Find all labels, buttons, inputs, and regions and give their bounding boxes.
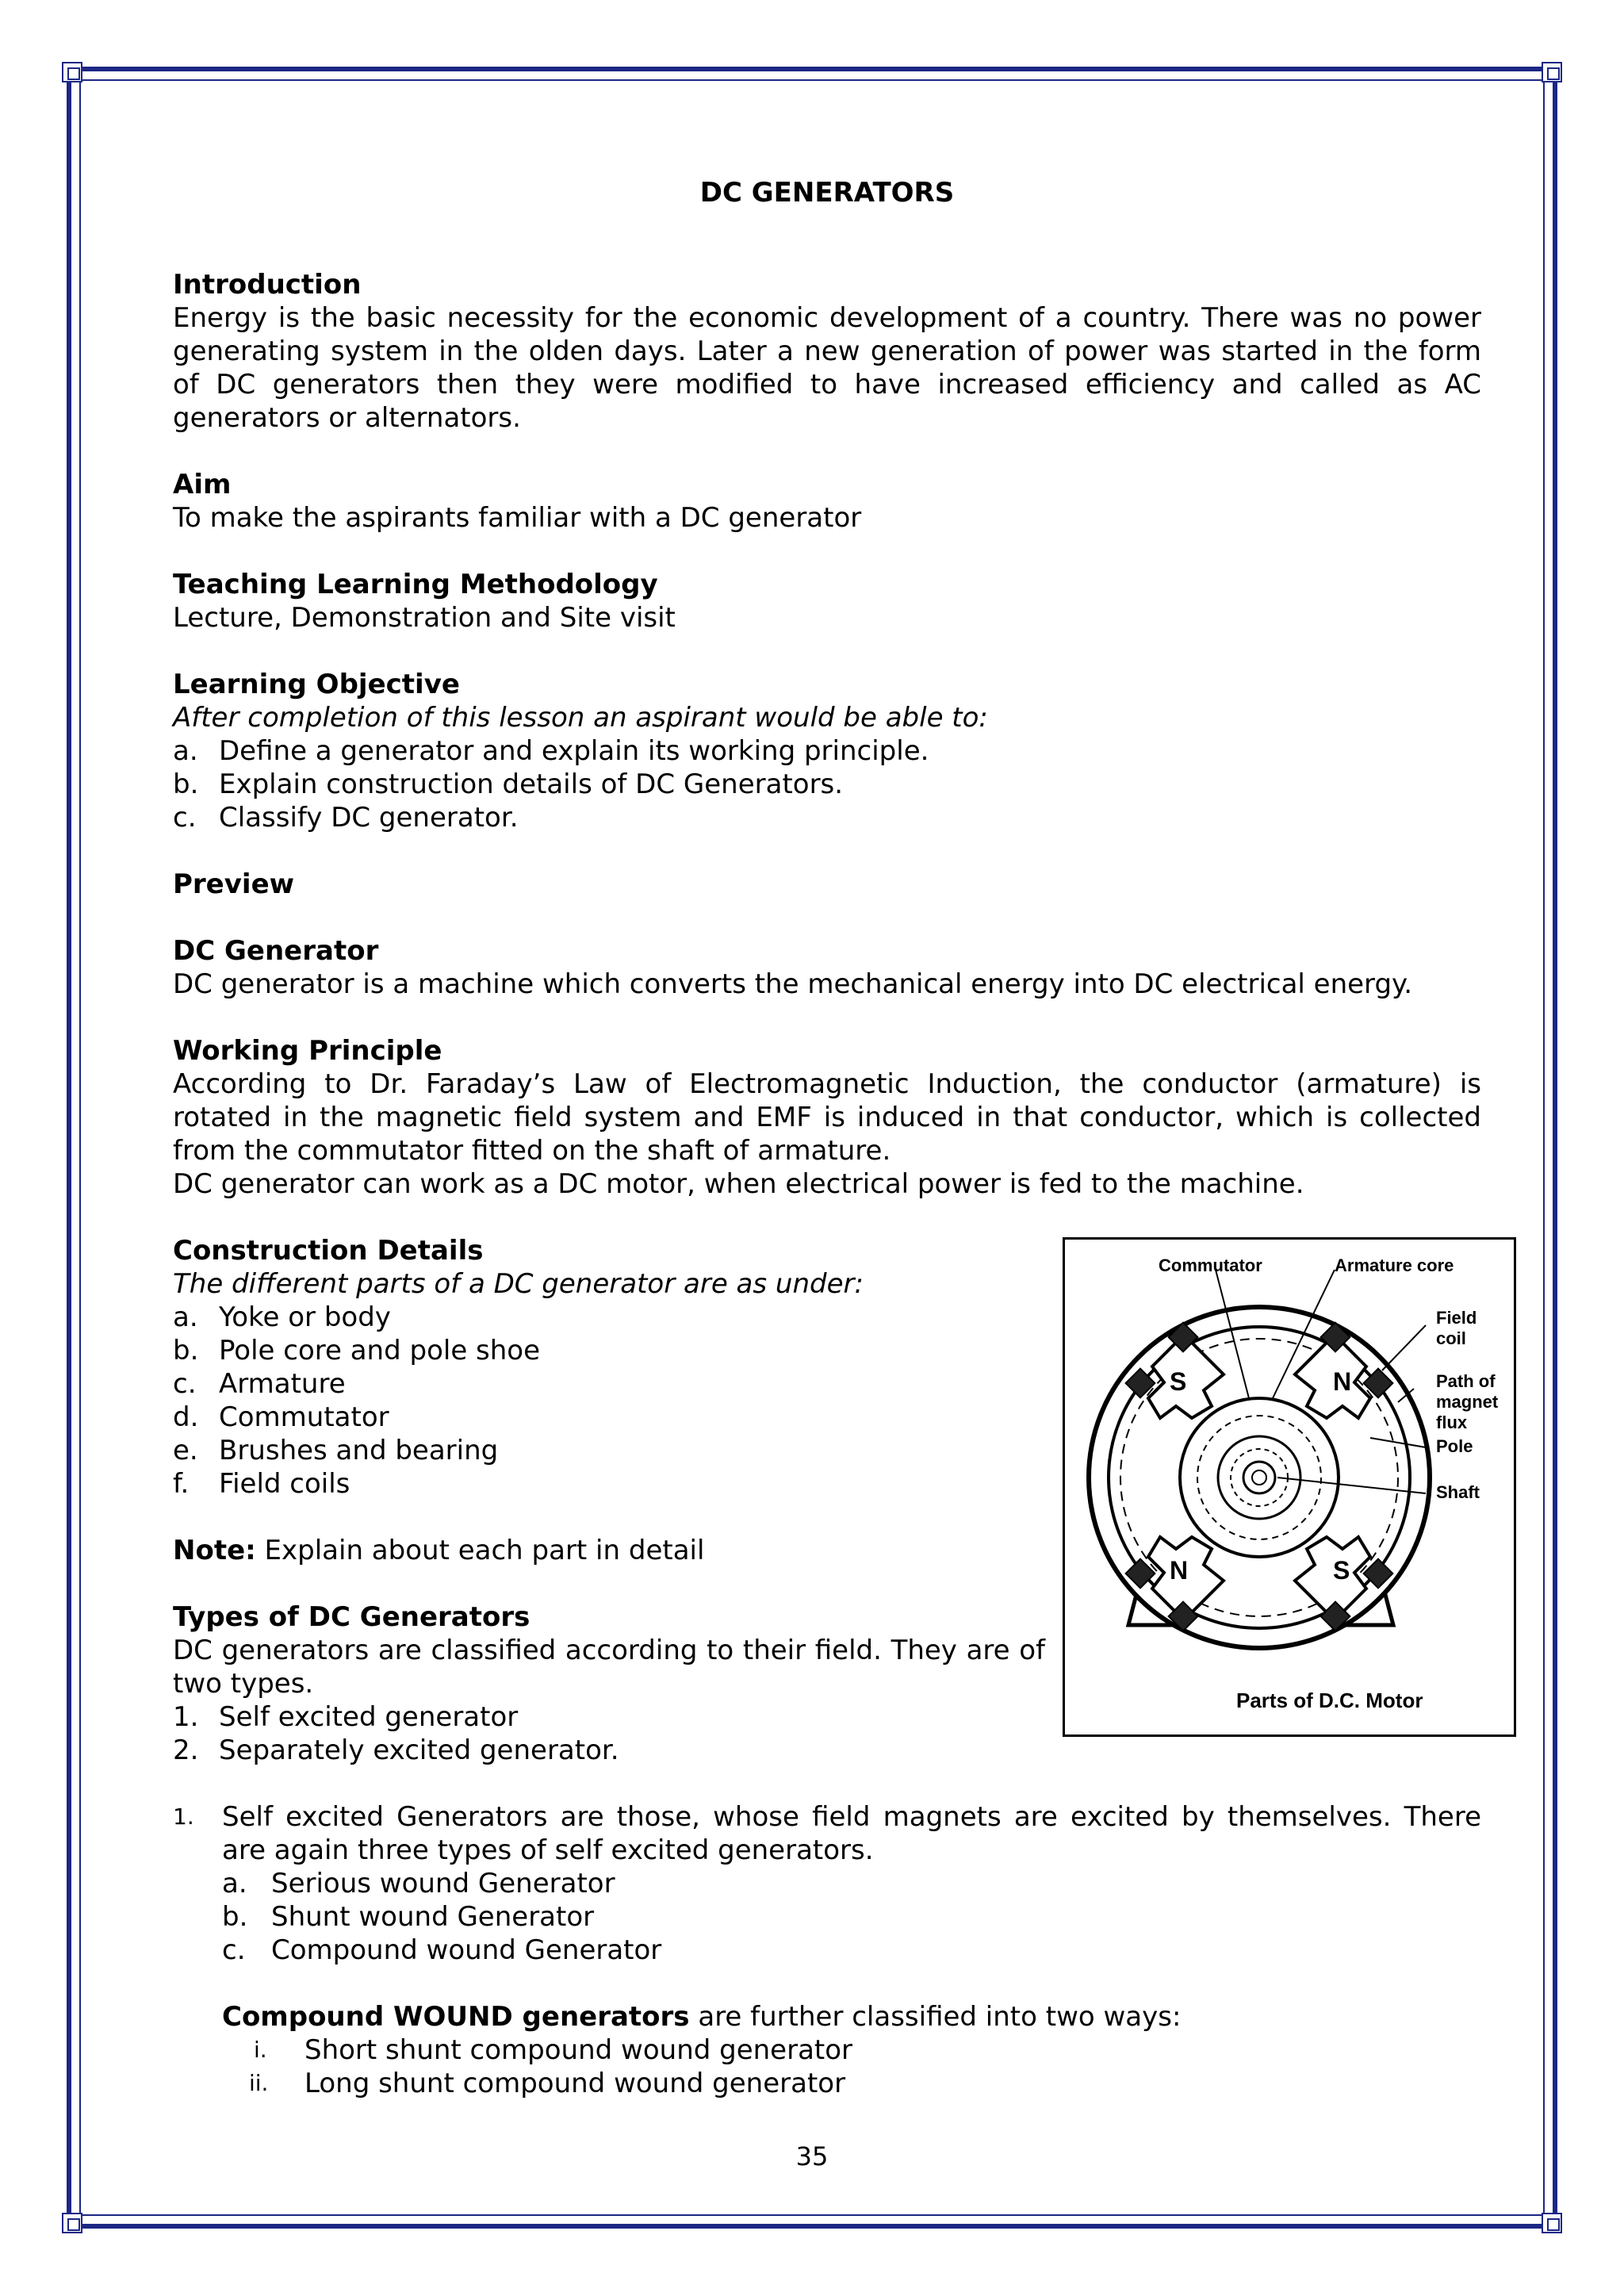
working-principle-text-2: DC generator can work as a DC motor, when electrical power is fed to the machine. bbox=[173, 1168, 1304, 1200]
methodology-text: Lecture, Demonstration and Site visit bbox=[173, 602, 676, 634]
self-excited-paragraph: 1. Self excited Generators are those, whose field magnets are excited by themselves. There are again three types of self excited generators. bbox=[173, 1801, 1481, 1866]
dc-generator-text: DC generator is a machine which converts the mechanical energy into DC electrical energy. bbox=[173, 968, 1413, 1000]
page-number: 35 bbox=[795, 2141, 829, 2171]
aim-text: To make the aspirants familiar with a DC generator bbox=[173, 502, 862, 534]
list-item: a. Define a generator and explain its working principle. bbox=[173, 735, 929, 767]
construction-intro: The different parts of a DC generator are as under: bbox=[173, 1268, 864, 1300]
list-item: c. Classify DC generator. bbox=[173, 802, 519, 834]
label-commutator: Commutator bbox=[1159, 1255, 1262, 1275]
aim-heading: Aim bbox=[173, 469, 232, 500]
border-corner-bottom-right bbox=[1542, 2213, 1562, 2233]
pole-letter: N bbox=[1333, 1367, 1352, 1396]
document-title: DC GENERATORS bbox=[699, 177, 955, 209]
list-item: 1. Self excited generator bbox=[173, 1701, 519, 1733]
objective-heading: Learning Objective bbox=[173, 669, 460, 700]
label-shaft: Shaft bbox=[1436, 1482, 1480, 1502]
border-corner-bottom-left bbox=[62, 2213, 82, 2233]
list-item: a. Yoke or body bbox=[173, 1301, 391, 1333]
working-principle-heading: Working Principle bbox=[173, 1035, 442, 1067]
dc-generator-heading: DC Generator bbox=[173, 935, 379, 967]
types-text: DC generators are classified according to their field. They are of two types. bbox=[173, 1635, 1045, 1700]
dc-motor-diagram bbox=[1063, 1237, 1516, 1737]
objective-intro: After completion of this lesson an aspirant would be able to: bbox=[173, 702, 988, 734]
list-item: ii. Long shunt compound wound generator bbox=[249, 2068, 846, 2099]
list-item: c. Armature bbox=[173, 1368, 346, 1400]
label-field-coil-1: Field bbox=[1436, 1308, 1477, 1328]
note: Note: Explain about each part in detail bbox=[173, 1535, 705, 1566]
types-heading: Types of DC Generators bbox=[173, 1601, 530, 1633]
list-item: e. Brushes and bearing bbox=[173, 1435, 499, 1466]
compound-paragraph: Compound WOUND generators are further classified into two ways: bbox=[222, 2001, 1182, 2033]
methodology-heading: Teaching Learning Methodology bbox=[173, 569, 658, 600]
list-item: a. Serious wound Generator bbox=[222, 1868, 615, 1899]
border-corner-top-right bbox=[1542, 62, 1562, 82]
list-item: b. Shunt wound Generator bbox=[222, 1901, 595, 1933]
figure-caption: Parts of D.C. Motor bbox=[1236, 1688, 1423, 1712]
page-content bbox=[173, 176, 1481, 2100]
list-item: d. Commutator bbox=[173, 1401, 389, 1433]
label-pole: Pole bbox=[1436, 1436, 1473, 1456]
list-item: b. Pole core and pole shoe bbox=[173, 1335, 541, 1366]
list-item: c. Compound wound Generator bbox=[222, 1934, 662, 1966]
pole-letter: N bbox=[1170, 1556, 1189, 1585]
list-item: b. Explain construction details of DC Generators. bbox=[173, 769, 844, 800]
label-flux-2: magnet bbox=[1436, 1392, 1499, 1412]
list-item: f. Field coils bbox=[173, 1468, 350, 1500]
pole-letter: S bbox=[1170, 1367, 1187, 1396]
border-corner-top-left bbox=[62, 62, 82, 82]
label-armature-core: Armature core bbox=[1335, 1255, 1454, 1275]
label-flux-1: Path of bbox=[1436, 1371, 1496, 1391]
preview-heading: Preview bbox=[173, 868, 295, 900]
introduction-text: Energy is the basic necessity for the economic development of a country. There was no power generating system in the olden days. Later a new generation of power was started in the form of DC generators then they were modified to have increased efficiency and called as AC generators or alternators. bbox=[173, 302, 1481, 434]
label-flux-3: flux bbox=[1436, 1412, 1468, 1432]
introduction-heading: Introduction bbox=[173, 269, 362, 301]
pole-letter: S bbox=[1333, 1556, 1350, 1585]
working-principle-text: According to Dr. Faraday’s Law of Electromagnetic Induction, the conductor (armature) is rotated in the magnetic field system and EMF is induced in that conductor, which is collected from the commutator fitted on the shaft of armature. bbox=[173, 1068, 1481, 1167]
label-field-coil-2: coil bbox=[1436, 1328, 1466, 1348]
list-item: i. Short shunt compound wound generator bbox=[254, 2034, 853, 2066]
shaft bbox=[1243, 1462, 1275, 1493]
list-item: 2. Separately excited generator. bbox=[173, 1734, 619, 1766]
construction-heading: Construction Details bbox=[173, 1235, 484, 1267]
